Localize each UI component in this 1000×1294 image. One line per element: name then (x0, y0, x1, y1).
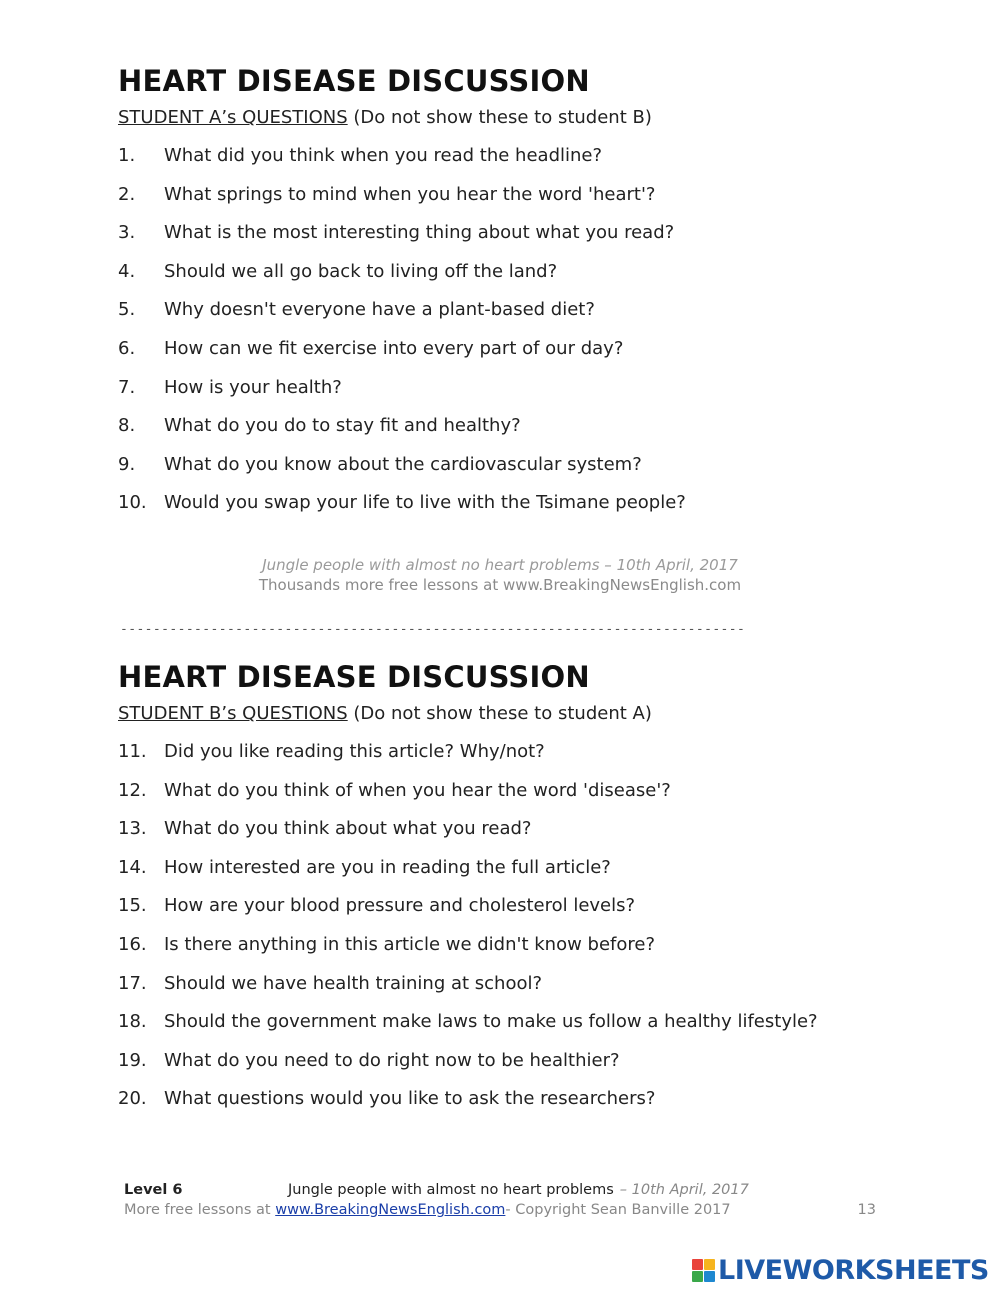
question-number: 18. (118, 1011, 147, 1033)
question-text: Why doesn't everyone have a plant-based diet? (164, 299, 595, 321)
question-text: What do you think about what you read? (164, 818, 532, 840)
liveworksheets-logo-icon (692, 1259, 715, 1282)
section-title: HEART DISEASE DISCUSSION (118, 660, 590, 694)
question-text: What springs to mind when you hear the word 'heart'? (164, 183, 656, 205)
question-item (118, 817, 898, 856)
question-text: Should we have health training at school? (164, 972, 543, 994)
question-text: How interested are you in reading the full article? (164, 856, 611, 878)
question-number: 15. (118, 895, 147, 917)
question-number: 6. (118, 337, 136, 359)
footer-date: – 10th April, 2017 (619, 1182, 749, 1198)
question-text: Should the government make laws to make us follow a healthy lifestyle? (164, 1011, 818, 1033)
question-item (118, 933, 898, 972)
question-number: 12. (118, 779, 147, 801)
question-text: Did you like reading this article? Why/not? (164, 741, 545, 762)
question-number: 17. (118, 972, 147, 994)
question-item (118, 414, 898, 453)
credit-line-1: Jungle people with almost no heart problems – 10th April, 2017 (262, 556, 738, 574)
logo-square (692, 1271, 703, 1282)
question-number: 16. (118, 933, 147, 955)
question-number: 3. (118, 222, 136, 244)
logo-square (704, 1271, 715, 1282)
section-student-b (118, 660, 898, 1126)
question-number: 10. (118, 492, 147, 514)
question-text: What did you think when you read the headline? (164, 145, 603, 166)
question-text: How is your health? (164, 376, 342, 398)
subtitle-note: (Do not show these to student B) (347, 107, 652, 128)
brand-name: LIVEWORKSHEETS (718, 1254, 989, 1286)
question-item (118, 1010, 898, 1049)
credit-line-2: Thousands more free lessons at www.BreakingNewsEnglish.com (258, 576, 742, 594)
question-text: What questions would you like to ask the researchers? (164, 1088, 656, 1110)
question-item (118, 298, 898, 337)
question-list-b (118, 740, 898, 1126)
section-student-a (118, 64, 898, 530)
section-subtitle (118, 702, 898, 726)
question-text: Is there anything in this article we didn't know before? (164, 933, 656, 955)
question-item (118, 221, 898, 260)
question-text: What do you think of when you hear the word 'disease'? (164, 779, 671, 801)
footer-article: Jungle people with almost no heart problems (288, 1182, 614, 1198)
question-text: Would you swap your life to live with the Tsimane people? (164, 492, 686, 514)
question-item (118, 144, 898, 183)
logo-square (704, 1259, 715, 1270)
question-text: What do you need to do right now to be healthier? (164, 1049, 620, 1071)
question-item (118, 376, 898, 415)
question-item (118, 1049, 898, 1088)
question-text: What do you know about the cardiovascular system? (164, 453, 642, 475)
question-number: 4. (118, 260, 136, 282)
question-item (118, 972, 898, 1011)
subtitle-note: (Do not show these to student A) (347, 703, 652, 724)
question-text: Should we all go back to living off the land? (164, 260, 558, 282)
page-footer (124, 1182, 884, 1222)
question-number: 14. (118, 856, 147, 878)
footer-link[interactable]: www.BreakingNewsEnglish.com (275, 1202, 506, 1218)
question-item (118, 491, 898, 530)
question-item (118, 453, 898, 492)
question-item (118, 183, 898, 222)
question-item (118, 1087, 898, 1126)
question-item (118, 894, 898, 933)
footer-more-prefix: More free lessons at (124, 1202, 271, 1218)
cut-divider: ---------------------------------------------------------------------------- (120, 622, 746, 637)
page-number: 13 (857, 1202, 876, 1218)
question-text: How can we fit exercise into every part of our day? (164, 337, 624, 359)
question-item (118, 779, 898, 818)
question-text: What is the most interesting thing about what you read? (164, 222, 675, 244)
question-number: 7. (118, 376, 136, 398)
question-number: 9. (118, 453, 136, 475)
question-number: 8. (118, 415, 136, 437)
footer-copyright: - Copyright Sean Banville 2017 (505, 1202, 731, 1218)
logo-square (692, 1259, 703, 1270)
question-number: 1. (118, 145, 136, 166)
question-item (118, 856, 898, 895)
article-credit (0, 555, 1000, 595)
question-item (118, 337, 898, 376)
question-item (118, 260, 898, 299)
question-number: 19. (118, 1049, 147, 1071)
question-list-a (118, 144, 898, 530)
page-title: HEART DISEASE DISCUSSION (118, 64, 590, 98)
liveworksheets-brand[interactable] (692, 1254, 989, 1286)
question-text: How are your blood pressure and cholesterol levels? (164, 895, 636, 917)
subtitle-label: STUDENT B’s QUESTIONS (118, 703, 348, 724)
subtitle-label: STUDENT A’s QUESTIONS (118, 107, 348, 128)
question-number: 5. (118, 299, 136, 321)
question-number: 20. (118, 1088, 147, 1110)
question-number: 2. (118, 183, 136, 205)
section-subtitle (118, 106, 898, 130)
question-text: What do you do to stay fit and healthy? (164, 415, 521, 437)
question-number: 11. (118, 741, 147, 762)
footer-level: Level 6 (124, 1182, 183, 1198)
question-number: 13. (118, 818, 147, 840)
question-item (118, 740, 898, 779)
